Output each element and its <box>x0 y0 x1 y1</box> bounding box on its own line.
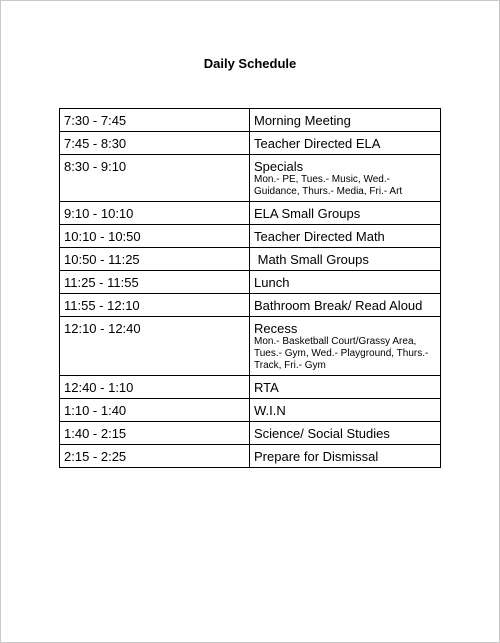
activity-cell <box>250 109 441 132</box>
table-row <box>60 399 441 422</box>
time-cell: 7:45 - 8:30 <box>60 132 250 155</box>
schedule-table <box>59 108 441 468</box>
activity-label: Math Small Groups <box>254 252 369 267</box>
table-row <box>60 248 441 271</box>
activity-label: W.I.N <box>254 403 286 418</box>
activity-label: Bathroom Break/ Read Aloud <box>254 298 423 313</box>
activity-cell <box>250 202 441 225</box>
time-cell: 8:30 - 9:10 <box>60 155 250 202</box>
activity-cell <box>250 294 441 317</box>
activity-label: Prepare for Dismissal <box>254 449 379 464</box>
activity-note: Mon.- PE, Tues.- Music, Wed.- Guidance, Thurs.- Media, Fri.- Art <box>254 174 403 197</box>
time-cell: 1:10 - 1:40 <box>60 399 250 422</box>
time-cell: 7:30 - 7:45 <box>60 109 250 132</box>
table-row <box>60 422 441 445</box>
activity-cell <box>250 445 441 468</box>
activity-note: Mon.- Basketball Court/Grassy Area, Tues.- Gym, Wed.- Playground, Thurs.- Track, Fri.- Gym <box>254 336 429 371</box>
time-cell: 9:10 - 10:10 <box>60 202 250 225</box>
activity-cell <box>250 376 441 399</box>
table-row <box>60 132 441 155</box>
time-cell: 10:10 - 10:50 <box>60 225 250 248</box>
time-cell: 1:40 - 2:15 <box>60 422 250 445</box>
activity-label: Science/ Social Studies <box>254 426 390 441</box>
page-title: Daily Schedule <box>203 56 297 71</box>
activity-label: RTA <box>254 380 279 395</box>
activity-cell <box>250 225 441 248</box>
activity-label: Lunch <box>254 275 290 290</box>
activity-cell <box>250 155 441 202</box>
activity-label: Teacher Directed ELA <box>254 136 381 151</box>
activity-label: Recess <box>254 321 298 336</box>
table-row <box>60 271 441 294</box>
time-cell: 2:15 - 2:25 <box>60 445 250 468</box>
activity-label: Teacher Directed Math <box>254 229 385 244</box>
activity-cell <box>250 132 441 155</box>
table-row <box>60 155 441 202</box>
activity-label: ELA Small Groups <box>254 206 361 221</box>
activity-label: Morning Meeting <box>254 113 351 128</box>
table-row <box>60 202 441 225</box>
activity-cell <box>250 399 441 422</box>
table-row <box>60 376 441 399</box>
table-row <box>60 445 441 468</box>
time-cell: 11:25 - 11:55 <box>60 271 250 294</box>
activity-cell <box>250 422 441 445</box>
activity-cell <box>250 271 441 294</box>
activity-label: Specials <box>254 159 304 174</box>
table-row <box>60 317 441 376</box>
table-row <box>60 109 441 132</box>
table-row <box>60 225 441 248</box>
table-row <box>60 294 441 317</box>
time-cell: 11:55 - 12:10 <box>60 294 250 317</box>
time-cell: 10:50 - 11:25 <box>60 248 250 271</box>
activity-cell <box>250 317 441 376</box>
time-cell: 12:10 - 12:40 <box>60 317 250 376</box>
activity-cell <box>250 248 441 271</box>
time-cell: 12:40 - 1:10 <box>60 376 250 399</box>
